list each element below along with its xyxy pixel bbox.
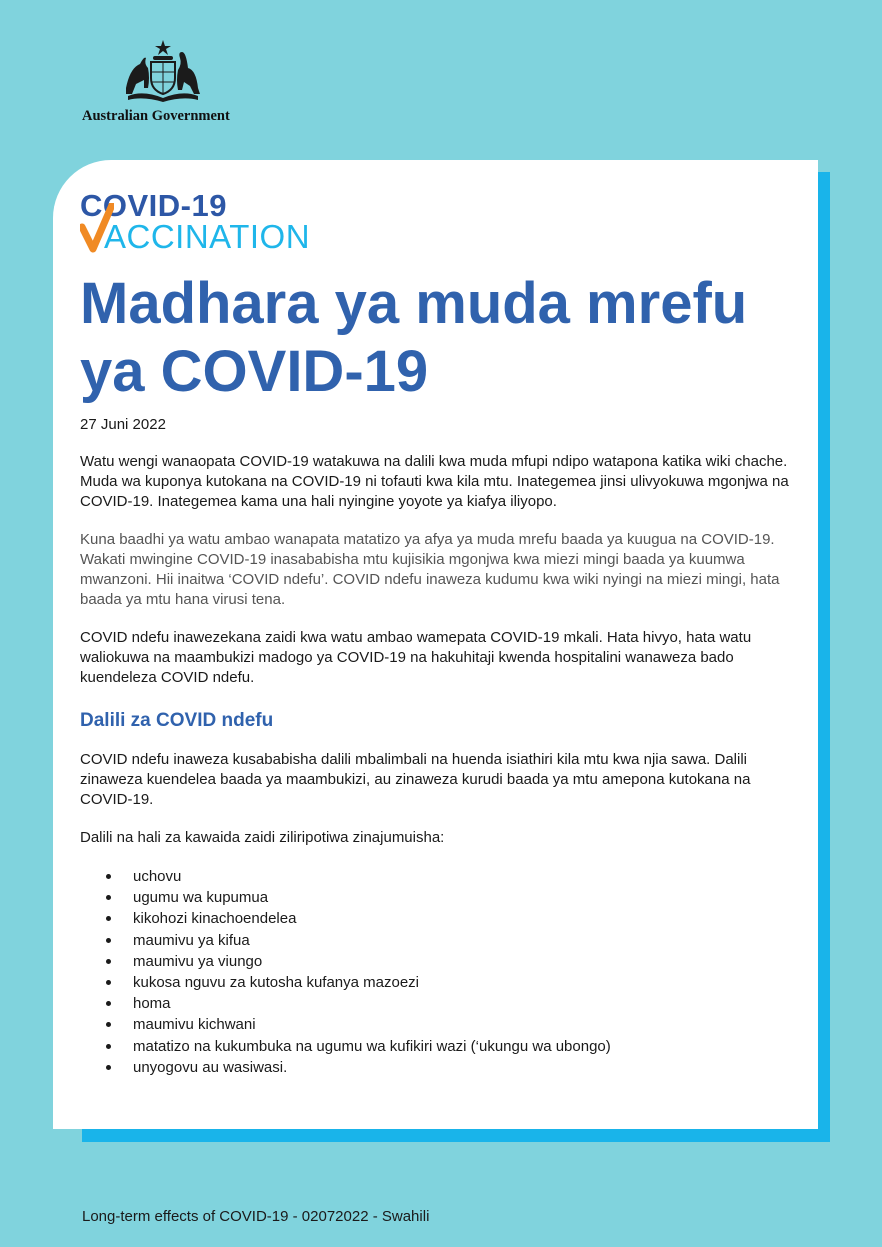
coat-of-arms-icon <box>118 38 208 104</box>
bullet-icon <box>106 1022 111 1027</box>
organisation-name: Australian Government <box>82 108 230 124</box>
risk-paragraph: COVID ndefu inawezekana zaidi kwa watu ambao wamepata COVID-19 mkali. Hata hivyo, hata watu waliokuwa na maambukizi madogo ya COVID-19 na hakuhitaji kwenda hospitalini wanaweza bado kuendeleza COVID ndefu. <box>80 629 752 686</box>
bullet-icon <box>106 874 111 879</box>
bullet-icon <box>106 980 111 985</box>
list-item <box>80 951 800 972</box>
page-title: Madhara ya muda mrefu ya COVID-19 <box>80 271 748 404</box>
list-item-text: kikohozi kinachoendelea <box>133 910 297 928</box>
list-item-text: maumivu ya viungo <box>133 952 263 970</box>
symptoms-intro: Dalili na hali za kawaida zaidi ziliripotiwa zinajumuisha: <box>80 829 445 846</box>
bullet-icon <box>106 916 111 921</box>
list-item-text: uchovu <box>133 868 182 885</box>
list-item-text: maumivu kichwani <box>133 1016 256 1034</box>
document-body <box>80 416 800 1078</box>
list-item <box>80 993 800 1014</box>
list-item-text: ugumu wa kupumua <box>133 889 269 907</box>
intro-paragraph: Watu wengi wanaopata COVID-19 watakuwa na dalili kwa muda mfupi ndipo watapona katika wiki chache. Muda wa kuponya kutokana na COVID-19 ni tofauti kwa kila mtu. Inategemea jinsi ulivyokuwa mgonjwa na COVID-19. Inategemea kama una hali nyingine yoyote ya kiafya iliyopo. <box>80 453 789 510</box>
document-card <box>53 160 818 1129</box>
bullet-icon <box>106 1044 111 1049</box>
checkmark-icon <box>80 203 114 253</box>
bullet-icon <box>106 1065 111 1070</box>
covid-vaccination-logo <box>80 188 330 253</box>
long-covid-paragraph: Kuna baadhi ya watu ambao wanapata matatizo ya afya ya muda mrefu baada ya kuugua na COVID-19. Wakati mwingine COVID-19 inasababisha mtu kujisikia mgonjwa kwa miezi mingi baada ya kuumwa mwanzoni. Hii inaitwa ‘COVID ndefu’. COVID ndefu inaweza kudumu kwa wiki nyingi na miezi mingi, hata baada ya mtu hana virusi tena. <box>80 531 780 608</box>
list-item <box>80 866 800 887</box>
list-item-text: matatizo na kukumbuka na ugumu wa kufikiri wazi (‘ukungu wa ubongo) <box>133 1037 611 1055</box>
logo-line-2-text: ACCINATION <box>104 218 311 255</box>
list-item <box>80 972 800 993</box>
list-item <box>80 930 800 951</box>
section-heading: Dalili za COVID ndefu <box>80 710 274 731</box>
list-item-text: unyogovu au wasiwasi. <box>133 1058 288 1076</box>
footer-text: Long-term effects of COVID-19 - 02072022 - Swahili <box>82 1208 430 1225</box>
bullet-icon <box>106 959 111 964</box>
list-item-text: maumivu ya kifua <box>133 931 250 949</box>
bullet-icon <box>106 1001 111 1006</box>
publication-date: 27 Juni 2022 <box>80 416 166 433</box>
bullet-icon <box>106 895 111 900</box>
symptoms-paragraph: COVID ndefu inaweza kusababisha dalili mbalimbali na huenda isiathiri kila mtu kwa njia sawa. Dalili zinaweza kuendelea baada ya maambukizi, au zinaweza kurudi baada ya mtu amepona kutokana na COVID-19. <box>80 751 751 808</box>
list-item <box>80 908 800 929</box>
list-item <box>80 1057 800 1078</box>
list-item <box>80 887 800 908</box>
list-item-text: homa <box>133 995 171 1013</box>
australian-government-crest <box>82 38 244 128</box>
list-item <box>80 1014 800 1035</box>
logo-line-2 <box>80 218 310 256</box>
bullet-icon <box>106 938 111 943</box>
symptoms-list <box>80 866 800 1078</box>
logo-line-1: COVID-19 <box>80 188 227 223</box>
list-item-text: kukosa nguvu za kutosha kufanya mazoezi <box>133 974 420 992</box>
list-item <box>80 1036 800 1057</box>
